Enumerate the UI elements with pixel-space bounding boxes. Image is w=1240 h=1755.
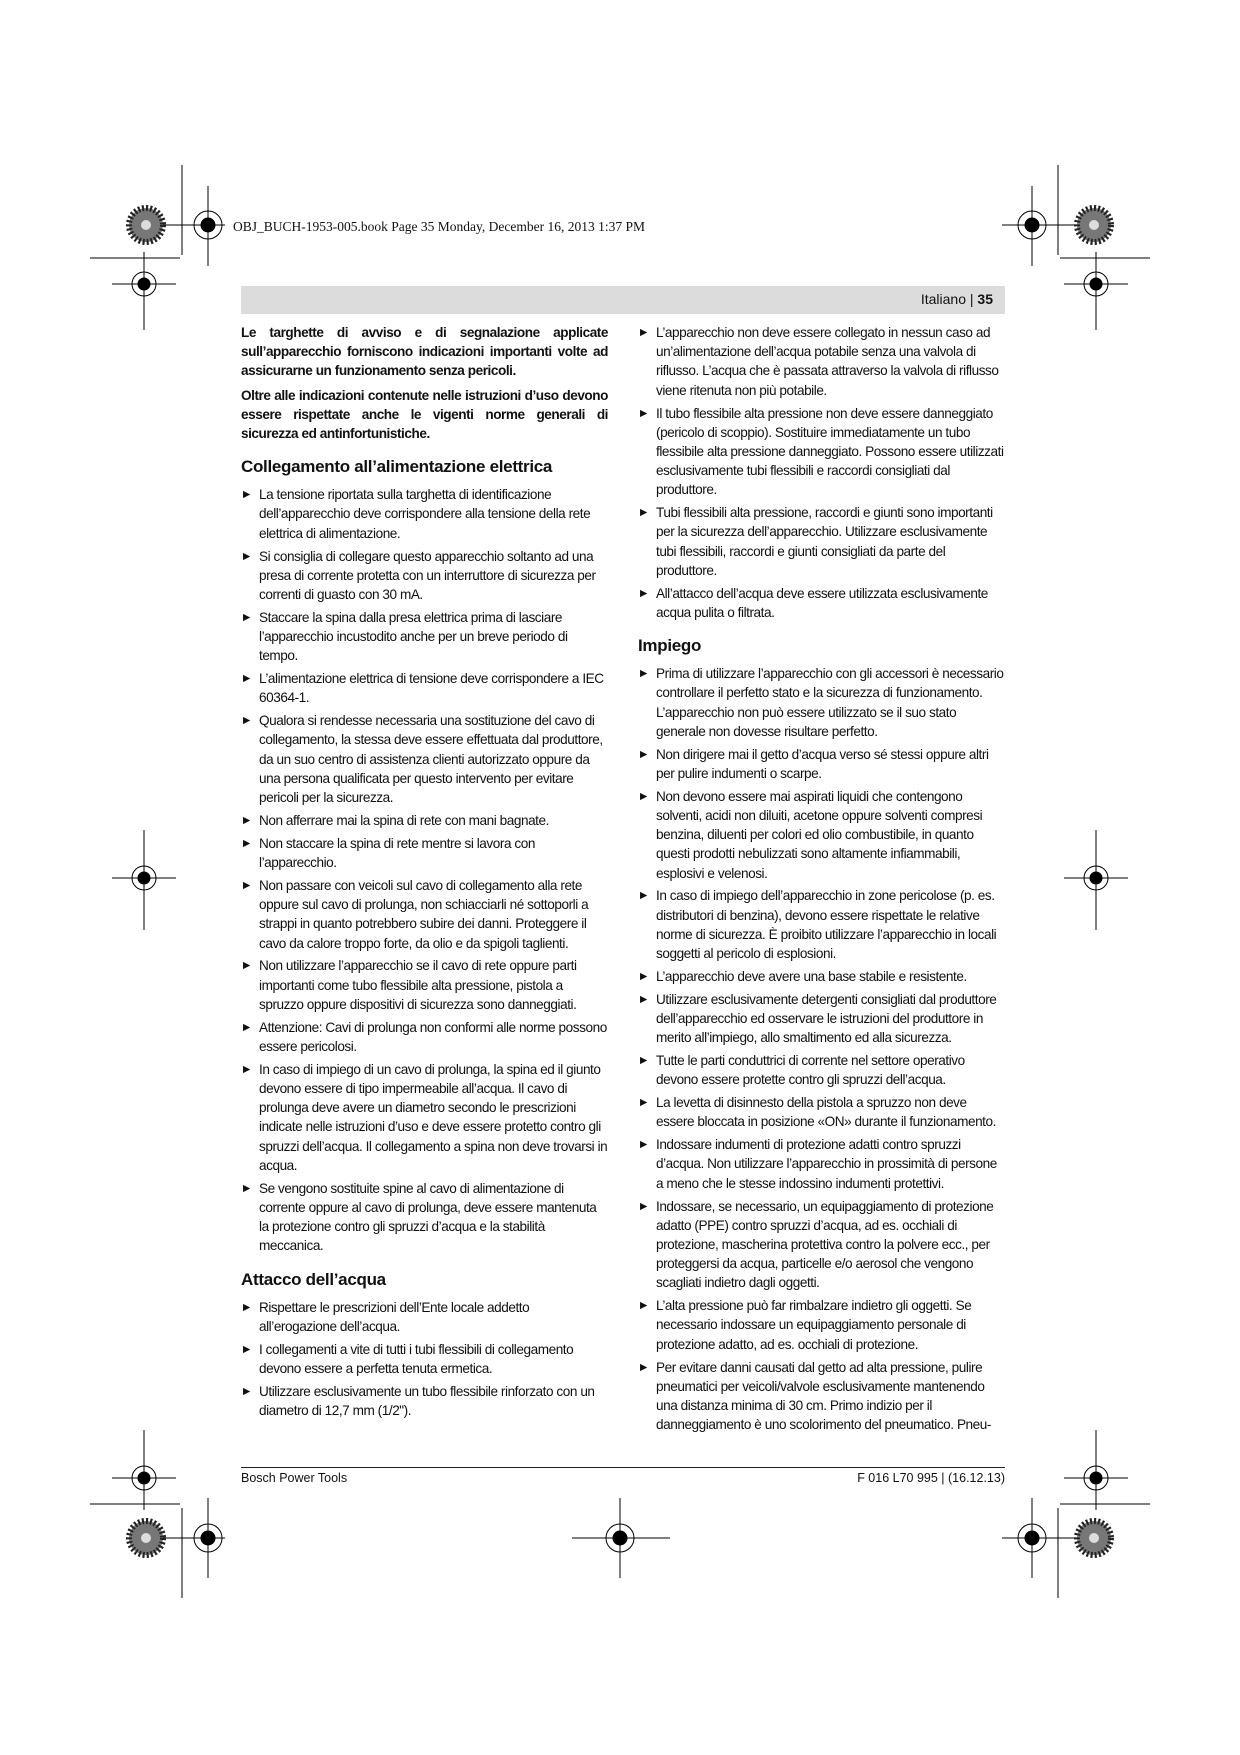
left-column xyxy=(241,323,608,1424)
list-item: ▶ L’alta pressione può far rimbalzare indietro gli oggetti. Se necessario indossare un equipaggiamento personale di protezione adatto, ad es. occhiali di protezione. xyxy=(638,1296,1005,1354)
page-header-band xyxy=(241,286,1005,314)
print-header: OBJ_BUCH-1953-005.book Page 35 Monday, December 16, 2013 1:37 PM xyxy=(233,219,645,234)
list-item: ▶ La tensione riportata sulla targhetta di identificazione dell’apparecchio deve corrispondere alla tensione della rete elettrica di alimentazione. xyxy=(241,485,608,543)
list-item: ▶ Utilizzare esclusivamente detergenti consigliati dal produttore dell’apparecchio ed osservare le istruzioni del produttore in merito all’impiego, allo smaltimento ed alla sicurezza. xyxy=(638,990,1005,1048)
list-item: ▶ Qualora si rendesse necessaria una sostituzione del cavo di collegamento, la stessa deve essere effettuata dal produttore, da un suo centro di assistenza clienti autorizzato oppure da una persona qualificata per questo intervento per evitare pericoli per la sicurezza. xyxy=(241,711,608,807)
page-number: 35 xyxy=(977,291,993,307)
water-connection-list-continued xyxy=(638,323,1005,622)
intro-paragraph-1: Le targhette di avviso e di segnalazione applicate sull’apparecchio forniscono indicazioni importanti volte ad assicurarne un funzionamento senza pericoli. xyxy=(241,325,608,379)
list-item: ▶ I collegamenti a vite di tutti i tubi flessibili di collegamento devono essere a perfetta tenuta ermetica. xyxy=(241,1340,608,1378)
list-item: ▶ Rispettare le prescrizioni dell’Ente locale addetto all’erogazione dell’acqua. xyxy=(241,1298,608,1336)
list-item: ▶ L’alimentazione elettrica di tensione deve corrispondere a IEC 60364-1. xyxy=(241,669,608,707)
list-item: ▶ Il tubo flessibile alta pressione non deve essere danneggiato (pericolo di scoppio). Sostituire immediatamente un tubo flessibile alta pressione danneggiato. Possono essere utilizzati esclusivamente tubi flessibili e raccordi consigliati dal produttore. xyxy=(638,404,1005,500)
list-item: ▶ Staccare la spina dalla presa elettrica prima di lasciare l’apparecchio incustodito anche per un breve periodo di tempo. xyxy=(241,608,608,666)
heading-electrical-connection: Collegamento all’alimentazione elettrica xyxy=(241,457,553,477)
list-item: ▶ Non dirigere mai il getto d’acqua verso sé stessi oppure altri per pulire indumenti o scarpe. xyxy=(638,745,1005,783)
list-item: ▶ Se vengono sostituite spine al cavo di alimentazione di corrente oppure al cavo di prolunga, deve essere mantenuta la protezione contro gli spruzzi d’acqua e la stabilità meccanica. xyxy=(241,1179,608,1256)
footer-document-code: F 016 L70 995 | (16.12.13) xyxy=(857,1471,1005,1485)
list-item: ▶ Non afferrare mai la spina di rete con mani bagnate. xyxy=(241,811,608,830)
right-column xyxy=(638,323,1005,1438)
footer-rule xyxy=(241,1467,1005,1468)
list-item: ▶ Per evitare danni causati dal getto ad alta pressione, pulire pneumatici per veicoli/valvole esclusivamente mantenendo una distanza minima di 30 cm. Primo indizio per il danneggiamento è uno scolorimento del pneumatico. Pneu- xyxy=(638,1358,1005,1435)
page-language-label xyxy=(921,291,993,307)
intro-paragraph-2: Oltre alle indicazioni contenute nelle istruzioni d’uso devono essere rispettate anche le vigenti norme generali di sicurezza ed antinfortunistiche. xyxy=(241,387,608,442)
list-item: ▶ All’attacco dell’acqua deve essere utilizzata esclusivamente acqua pulita o filtrata. xyxy=(638,584,1005,622)
list-item: ▶ L’apparecchio non deve essere collegato in nessun caso ad un’alimentazione dell’acqua potabile senza una valvola di riflusso. L’acqua che è passata attraverso la valvola di riflusso viene ritenuta non più potabile. xyxy=(638,323,1005,400)
footer-publisher: Bosch Power Tools xyxy=(241,1471,348,1485)
list-item: ▶ Utilizzare esclusivamente un tubo flessibile rinforzato con un diametro di 12,7 mm (1/2"). xyxy=(241,1382,608,1420)
use-safety-list xyxy=(638,664,1005,1434)
list-item: ▶ La levetta di disinnesto della pistola a spruzzo non deve essere bloccata in posizione «ON» durante il funzionamento. xyxy=(638,1093,1005,1131)
list-item: ▶ Indossare, se necessario, un equipaggiamento di protezione adatto (PPE) contro spruzzi d’acqua, ad es. occhiali di protezione, mascherina protettiva contro la polvere ecc., per proteggersi da acqua, particelle e/o aerosol che vengono scagliati indietro dagli oggetti. xyxy=(638,1197,1005,1293)
list-item: ▶ Non devono essere mai aspirati liquidi che contengono solventi, acidi non diluiti, acetone oppure solventi compresi benzina, diluenti per colori ed olio combustibile, in quanto questi prodotti nebulizzati sono altamente infiammabili, esplosivi e velenosi. xyxy=(638,787,1005,883)
list-item: ▶ Si consiglia di collegare questo apparecchio soltanto ad una presa di corrente protetta con un interruttore di sicurezza per correnti di guasto con 30 mA. xyxy=(241,547,608,605)
list-item: ▶ Tubi flessibili alta pressione, raccordi e giunti sono importanti per la sicurezza dell’apparecchio. Utilizzare esclusivamente tubi flessibili, raccordi e giunti consigliati da parte del produttore. xyxy=(638,503,1005,580)
list-item: ▶ Tutte le parti conduttrici di corrente nel settore operativo devono essere protette contro gli spruzzi dell’acqua. xyxy=(638,1051,1005,1089)
list-item: ▶ Non utilizzare l’apparecchio se il cavo di rete oppure parti importanti come tubo flessibile alta pressione, pistola a spruzzo oppure dispositivi di sicurezza sono danneggiati. xyxy=(241,956,608,1014)
electrical-safety-list xyxy=(241,485,608,1255)
heading-water-connection: Attacco dell’acqua xyxy=(241,1269,386,1289)
list-item: ▶ Non passare con veicoli sul cavo di collegamento alla rete oppure sul cavo di prolunga, non schiacciarli né sottoporli a strappi in quanto potrebbero subire dei danni. Proteggere il cavo da calore troppo forte, da olio e da spigoli taglienti. xyxy=(241,876,608,953)
heading-use: Impiego xyxy=(638,636,702,656)
list-item: ▶ In caso di impiego di un cavo di prolunga, la spina ed il giunto devono essere di tipo impermeabile all’acqua. Il cavo di prolunga deve avere un diametro secondo le prescrizioni indicate nelle istruzioni d’uso e deve essere protetto contro gli spruzzi dell’acqua. Il collegamento a spina non deve trovarsi in acqua. xyxy=(241,1060,608,1175)
language-name: Italiano xyxy=(920,291,966,307)
list-item: ▶ In caso di impiego dell’apparecchio in zone pericolose (p. es. distributori di benzina), devono essere rispettate le relative norme di sicurezza. È proibito utilizzare l’apparecchio in locali soggetti al pericolo di esplosioni. xyxy=(638,886,1005,963)
list-item: ▶ Indossare indumenti di protezione adatti contro spruzzi d’acqua. Non utilizzare l’apparecchio in prossimità di persone a meno che le stesse indossino indumenti protettivi. xyxy=(638,1135,1005,1193)
list-item: ▶ L’apparecchio deve avere una base stabile e resistente. xyxy=(638,967,1005,986)
list-item: ▶ Non staccare la spina di rete mentre si lavora con l’apparecchio. xyxy=(241,834,608,872)
list-item: ▶ Attenzione: Cavi di prolunga non conformi alle norme possono essere pericolosi. xyxy=(241,1018,608,1056)
water-connection-list xyxy=(241,1298,608,1421)
header-separator: | xyxy=(969,291,974,307)
list-item: ▶ Prima di utilizzare l’apparecchio con gli accessori è necessario controllare il perfetto stato e la sicurezza di funzionamento. L’apparecchio non può essere utilizzato se il suo stato generale non dovesse risultare perfetto. xyxy=(638,664,1005,741)
